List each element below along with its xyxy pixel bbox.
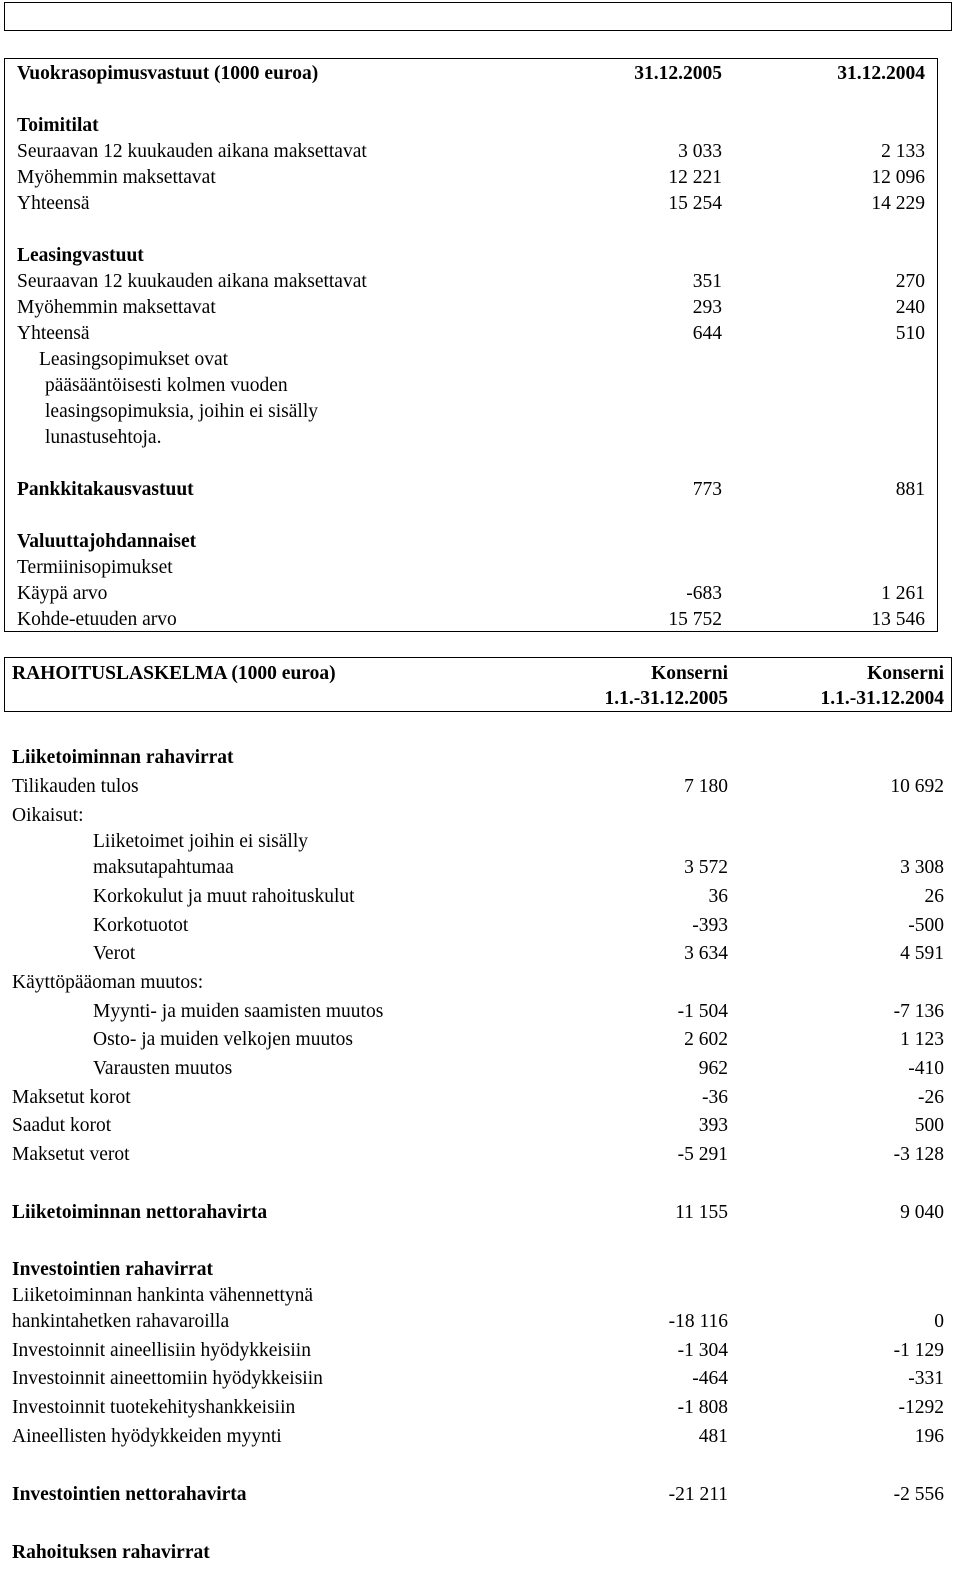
premises-total-value: 14 229 [871, 193, 925, 214]
ops-net-value: 11 155 [675, 1202, 728, 1223]
adjustment-value: 26 [924, 886, 944, 907]
interest-paid-value: -26 [918, 1087, 944, 1108]
adjustment-value: -500 [908, 915, 944, 936]
leasing-note-line: pääsääntöisesti kolmen vuoden [45, 375, 288, 396]
working-capital-value: -410 [908, 1058, 944, 1079]
interest-received-value: 393 [698, 1115, 728, 1136]
investing-row-value: -1 129 [893, 1340, 944, 1361]
leasing-note-line: leasingsopimuksia, joihin ei sisälly [45, 401, 318, 422]
investing-row-value: -1 808 [677, 1397, 728, 1418]
adjustment-value: -393 [692, 915, 728, 936]
premises-row-label: Seuraavan 12 kuukauden aikana maksettavat [17, 141, 367, 162]
financing-title: Rahoituksen rahavirrat [12, 1542, 210, 1563]
ops-net-value: 9 040 [900, 1202, 944, 1223]
ops-title: Liiketoiminnan rahavirrat [12, 747, 234, 768]
ops-net-label: Liiketoiminnan nettorahavirta [12, 1202, 268, 1223]
fx-row-value: 13 546 [871, 609, 925, 630]
top-empty-box [4, 2, 952, 31]
investing-row-value: 481 [698, 1426, 728, 1447]
leasing-total-value: 510 [895, 323, 925, 344]
working-capital-label: Osto- ja muiden velkojen muutos [93, 1029, 353, 1050]
interest-paid-value: -36 [702, 1087, 728, 1108]
leasing-row-label: Seuraavan 12 kuukauden aikana maksettavat [17, 271, 367, 292]
acquisition-label: Liiketoiminnan hankinta vähennettynä [12, 1285, 314, 1306]
working-capital-label: Varausten muutos [93, 1058, 233, 1079]
cashflow-col2-period: 1.1.-31.12.2004 [820, 688, 944, 709]
working-capital-value: 962 [698, 1058, 728, 1079]
cashflow-title: RAHOITUSLASKELMA (1000 euroa) [12, 663, 336, 684]
interest-paid-label: Maksetut korot [12, 1087, 131, 1108]
adjustment-value: 36 [708, 886, 728, 907]
acquisition-label: hankintahetken rahavaroilla [12, 1311, 230, 1332]
investing-row-label: Investoinnit aineettomiin hyödykkeisiin [12, 1368, 323, 1389]
leasing-total-value: 644 [692, 323, 722, 344]
investing-net-value: -21 211 [668, 1484, 728, 1505]
adjustment-value: 4 591 [900, 943, 944, 964]
working-capital-title: Käyttöpääoman muutos: [12, 972, 204, 993]
adjustment-value: 3 634 [684, 943, 728, 964]
interest-received-value: 500 [914, 1115, 944, 1136]
profit-value: 7 180 [684, 776, 728, 797]
leasing-note-line: Leasingsopimukset ovat [39, 349, 229, 370]
investing-row-label: Aineellisten hyödykkeiden myynti [12, 1426, 282, 1447]
fx-row-value: -683 [686, 583, 722, 604]
premises-row-value: 12 096 [871, 167, 925, 188]
investing-row-label: Investoinnit aineellisiin hyödykkeisiin [12, 1340, 311, 1361]
adjustment-label: Korkotuotot [93, 915, 189, 936]
fx-row-value: 15 752 [668, 609, 722, 630]
leasing-note-line: lunastusehtoja. [45, 427, 162, 448]
investing-row-value: -464 [692, 1368, 728, 1389]
lease-col1-header: 31.12.2005 [634, 63, 722, 84]
acquisition-value: -18 116 [668, 1311, 728, 1332]
investing-row-value: 196 [914, 1426, 944, 1447]
adjustment-label: Korkokulut ja muut rahoituskulut [93, 886, 355, 907]
adjustment-value: 3 572 [684, 857, 728, 878]
leasing-title: Leasingvastuut [17, 245, 144, 266]
leasing-row-value: 351 [692, 271, 722, 292]
taxes-paid-value: -5 291 [677, 1144, 728, 1165]
adjustment-label: Verot [93, 943, 136, 964]
cashflow-col2-header: Konserni [867, 663, 944, 684]
fx-title: Valuuttajohdannaiset [17, 531, 197, 552]
investing-row-value: -331 [908, 1368, 944, 1389]
adjustments-title: Oikaisut: [12, 805, 84, 826]
interest-received-label: Saadut korot [12, 1115, 112, 1136]
premises-row-value: 2 133 [881, 141, 925, 162]
leasing-total-label: Yhteensä [17, 323, 90, 344]
leasing-row-value: 240 [895, 297, 925, 318]
fx-row-label: Kohde-etuuden arvo [17, 609, 177, 630]
adjustment-label: maksutapahtumaa [93, 857, 234, 878]
investing-title: Investointien rahavirrat [12, 1259, 213, 1280]
lease-title: Vuokrasopimusvastuut (1000 euroa) [17, 63, 319, 84]
premises-title: Toimitilat [17, 115, 99, 136]
profit-label: Tilikauden tulos [12, 776, 139, 797]
leasing-row-label: Myöhemmin maksettavat [17, 297, 216, 318]
premises-row-value: 3 033 [678, 141, 722, 162]
working-capital-value: -7 136 [893, 1001, 944, 1022]
taxes-paid-value: -3 128 [893, 1144, 944, 1165]
premises-total-label: Yhteensä [17, 193, 90, 214]
cashflow-col1-header: Konserni [651, 663, 728, 684]
bank-guarantees-label: Pankkitakausvastuut [17, 479, 194, 500]
acquisition-value: 0 [934, 1311, 944, 1332]
premises-total-value: 15 254 [668, 193, 722, 214]
lease-col2-header: 31.12.2004 [837, 63, 925, 84]
bank-guarantees-value: 881 [895, 479, 925, 500]
premises-row-label: Myöhemmin maksettavat [17, 167, 216, 188]
bank-guarantees-value: 773 [692, 479, 722, 500]
leasing-row-value: 270 [895, 271, 925, 292]
working-capital-value: 2 602 [684, 1029, 728, 1050]
adjustment-label: Liiketoimet joihin ei sisälly [93, 831, 309, 852]
investing-net-label: Investointien nettorahavirta [12, 1484, 247, 1505]
investing-row-value: -1292 [898, 1397, 944, 1418]
working-capital-value: 1 123 [900, 1029, 944, 1050]
working-capital-value: -1 504 [677, 1001, 728, 1022]
fx-row-value: 1 261 [881, 583, 925, 604]
working-capital-label: Myynti- ja muiden saamisten muutos [93, 1001, 384, 1022]
taxes-paid-label: Maksetut verot [12, 1144, 130, 1165]
adjustment-value: 3 308 [900, 857, 944, 878]
leasing-row-value: 293 [692, 297, 722, 318]
fx-row-label: Käypä arvo [17, 583, 108, 604]
fx-subtitle: Termiinisopimukset [17, 557, 173, 578]
cashflow-col1-period: 1.1.-31.12.2005 [604, 688, 728, 709]
investing-net-value: -2 556 [893, 1484, 944, 1505]
investing-row-label: Investoinnit tuotekehityshankkeisiin [12, 1397, 296, 1418]
investing-row-value: -1 304 [677, 1340, 728, 1361]
profit-value: 10 692 [890, 776, 944, 797]
premises-row-value: 12 221 [668, 167, 722, 188]
